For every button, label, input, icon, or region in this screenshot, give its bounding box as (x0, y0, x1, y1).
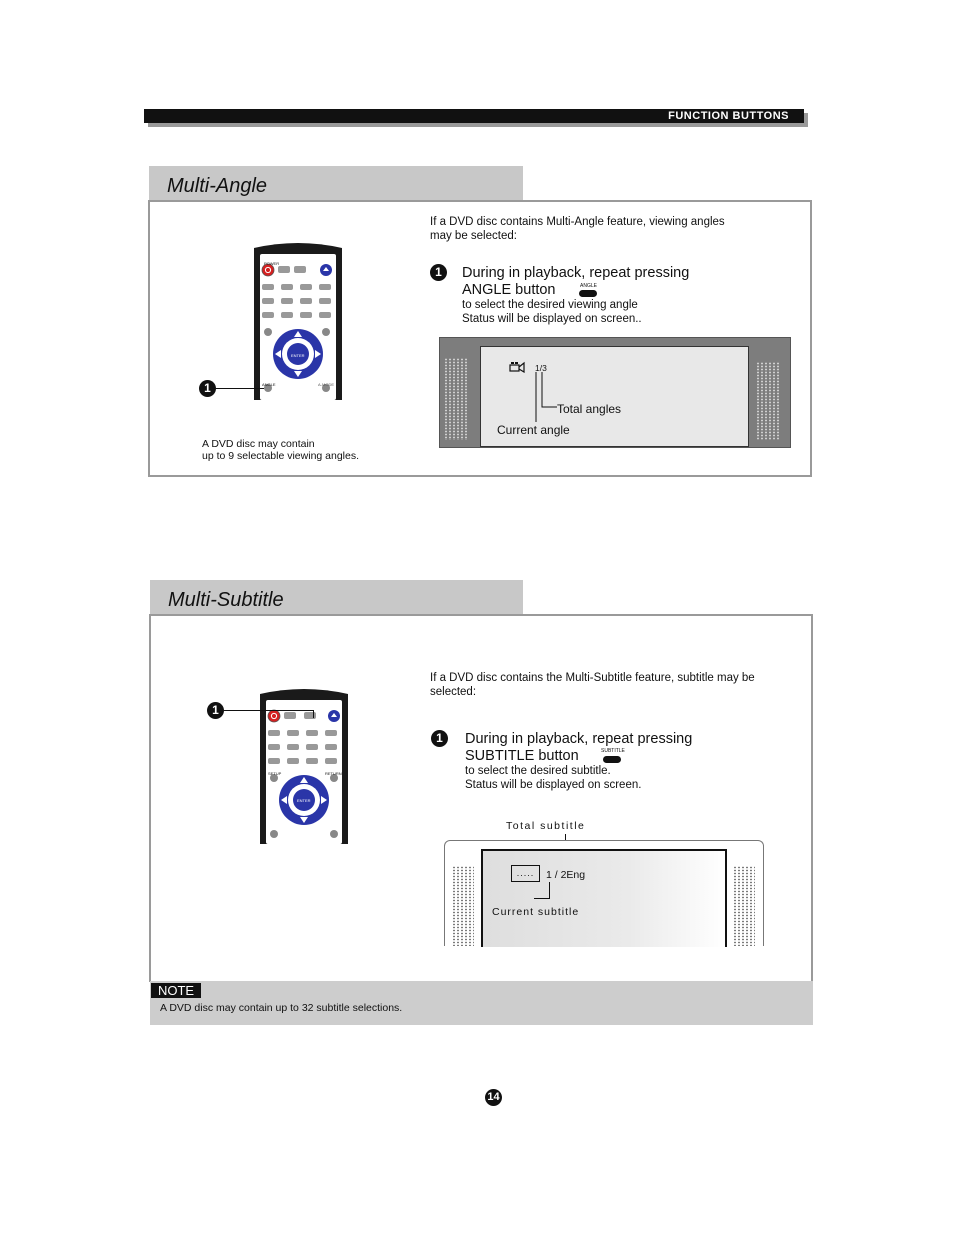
remote-label: ANGLE (262, 382, 276, 387)
remote-label: RETURN (325, 771, 342, 776)
subtitle-callout-number: 1 (207, 702, 224, 719)
angle-section-title: Multi-Angle (167, 175, 268, 197)
remote-label: POWER (264, 261, 280, 266)
angle-step-line3: to select the desired viewing angle (462, 299, 638, 311)
subtitle-step-line1: During in playback, repeat pressing (465, 731, 693, 747)
subtitle-screen-value: 1 / 2Eng (546, 869, 586, 881)
angle-intro-line1: If a DVD disc contains Multi-Angle feature, viewing angles (430, 216, 725, 228)
page-number: 14 (485, 1089, 502, 1106)
camera-icon (509, 361, 525, 373)
subtitle-step-line2: SUBTITLE button (465, 748, 579, 764)
subtitle-total-label: Total subtitle (506, 820, 586, 832)
angle-step-line2: ANGLE button (462, 282, 556, 298)
header-bar-shadow (148, 123, 808, 127)
angle-screen-value: 1/3 (535, 363, 547, 373)
subtitle-callout-line-drop (313, 710, 314, 718)
subtitle-step-line4: Status will be displayed on screen. (465, 779, 642, 791)
subtitle-step-number: 1 (431, 730, 448, 747)
angle-current-label: Current angle (497, 423, 570, 437)
note-text: A DVD disc may contain up to 32 subtitle selections. (160, 1002, 403, 1014)
angle-tv-speaker-right (756, 362, 780, 440)
subtitle-callout-line (224, 710, 314, 711)
remote-label: ENTER (291, 353, 305, 358)
subtitle-tv-speaker-right (733, 866, 755, 946)
angle-step-number: 1 (430, 264, 447, 281)
subtitle-current-pointer (534, 882, 550, 899)
angle-caption-line1: A DVD disc may contain (202, 438, 315, 450)
angle-caption-line2: up to 9 selectable viewing angles. (202, 450, 360, 462)
angle-pointer-lines (535, 372, 565, 424)
subtitle-button-label: SUBTITLE (601, 748, 625, 754)
subtitle-tv-screen (481, 849, 727, 947)
subtitle-screen-box: ..... (511, 865, 540, 882)
angle-step-line4: Status will be displayed on screen.. (462, 313, 642, 325)
subtitle-button-icon (603, 756, 621, 763)
subtitle-intro-line2: selected: (430, 686, 477, 698)
subtitle-current-label: Current subtitle (492, 906, 580, 918)
angle-intro-line2: may be selected: (430, 230, 517, 242)
note-label: NOTE (151, 983, 201, 998)
angle-tv-speaker-left (444, 358, 468, 440)
angle-total-label: Total angles (557, 402, 622, 416)
remote-label: A-MODE (318, 382, 334, 387)
angle-button-label: ANGLE (580, 283, 597, 289)
subtitle-section-title: Multi-Subtitle (168, 589, 284, 611)
remote-label: SETUP (268, 771, 282, 776)
header-title: FUNCTION BUTTONS (668, 110, 789, 122)
angle-callout-number: 1 (199, 380, 216, 397)
subtitle-intro-line1: If a DVD disc contains the Multi-Subtitle feature, subtitle may be (430, 672, 755, 684)
angle-callout-line (216, 388, 264, 389)
angle-button-icon (579, 290, 597, 297)
subtitle-tv-speaker-left (452, 866, 474, 946)
angle-step-line1: During in playback, repeat pressing (462, 265, 690, 281)
remote-label: ENTER (297, 798, 311, 803)
subtitle-step-line3: to select the desired subtitle. (465, 765, 611, 777)
header-bar-shadow-side (804, 113, 808, 127)
